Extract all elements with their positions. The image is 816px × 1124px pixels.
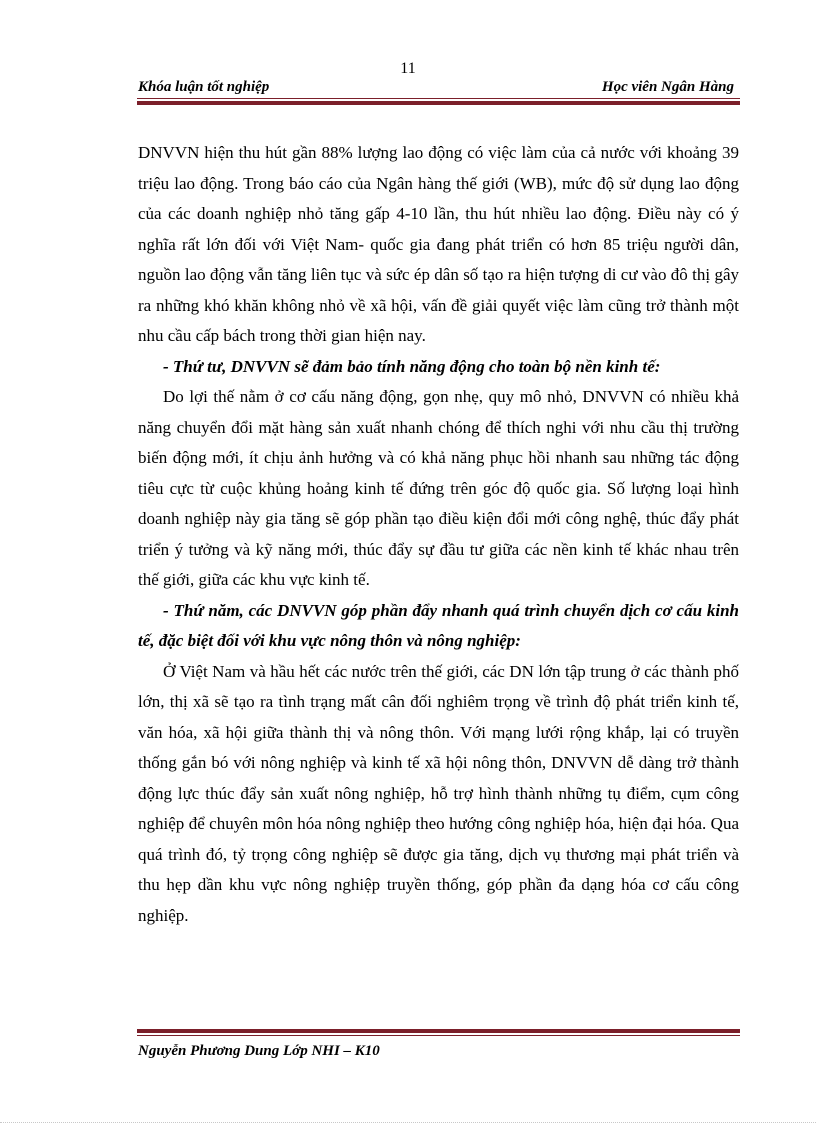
paragraph-dynamism: Do lợi thế nằm ở cơ cấu năng động, gọn nhẹ, quy mô nhỏ, DNVVN có nhiều khả năng chuyển đổi mặt hàng sản xuất nhanh chóng để thích nghi với nhu cầu thị trường biến động mới, ít chịu ảnh hưởng và có khả năng phục hồi nhanh sau những tác động tiêu cực từ cuộc khủng hoảng kinh tế đứng trên góc độ quốc gia. Số lượng loại hình doanh nghiệp này gia tăng sẽ góp phần tạo điều kiện đổi mới công nghệ, thúc đẩy phát triển ý tưởng và kỹ năng mới, thúc đẩy sự đầu tư giữa các nền kinh tế khác nhau trên thế giới, giữa các khu vực kinh tế.	[138, 387, 739, 589]
page-number: 11	[400, 60, 416, 77]
footer-divider-thin	[137, 1035, 740, 1036]
header-divider-thick	[137, 101, 740, 105]
paragraph-restructuring: Ở Việt Nam và hầu hết các nước trên thế giới, các DN lớn tập trung ở các thành phố lớn, thị xã sẽ tạo ra tình trạng mất cân đối nghiêm trọng về trình độ phát triển kinh tế, văn hóa, xã hội giữa thành thị và nông thôn. Với mạng lưới rộng khắp, lại có truyền thống gắn bó với nông nghiệp và kinh tế xã hội nông thôn, DNVVN dễ dàng trở thành động lực thúc đẩy sản xuất nông nghiệp, hỗ trợ hình thành những tụ điểm, cụm công nghiệp để chuyên môn hóa nông nghiệp theo hướng công nghiệp hóa, hiện đại hóa. Qua quá trình đó, tỷ trọng công nghiệp sẽ được gia tăng, dịch vụ thương mại phát triển và thu hẹp dần khu vực nông nghiệp truyền thống, góp phần đa dạng hóa cơ cấu công nghiệp.	[138, 661, 739, 925]
paragraph-employment: DNVVN hiện thu hút gần 88% lượng lao động có việc làm của cả nước với khoảng 39 triệu lao động. Trong báo cáo của Ngân hàng thế giới (WB), mức độ sử dụng lao động của các doanh nghiệp nhỏ tăng gấp 4-10 lần, thu hút nhiều lao động. Điều này có ý nghĩa rất lớn đối với Việt Nam- quốc gia đang phát triển có hơn 85 triệu người dân, nguồn lao động vẫn tăng liên tục và sức ép dân số tạo ra hiện tượng di cư vào đô thị gây ra những khó khăn không nhỏ về xã hội, vấn đề giải quyết việc làm cũng trở thành một nhu cầu cấp bách trong thời gian hiện nay.	[138, 143, 739, 345]
header-thesis-title: Khóa luận tốt nghiệp	[138, 79, 270, 95]
footer-divider-thick	[137, 1029, 740, 1033]
footer-author-class: Nguyễn Phương Dung Lớp NHI – K10	[138, 1043, 380, 1059]
section-heading-fifth: - Thứ năm, các DNVVN góp phần đẩy nhanh quá trình chuyển dịch cơ cấu kinh tế, đặc biệt đối với khu vực nông thôn và nông nghiệp:	[138, 600, 739, 650]
section-heading-fourth: - Thứ tư, DNVVN sẽ đảm bảo tính năng động cho toàn bộ nền kinh tế:	[163, 356, 661, 376]
header-divider-thin	[137, 98, 740, 99]
document-body	[138, 138, 739, 931]
header-institution: Học viên Ngân Hàng	[601, 79, 734, 95]
